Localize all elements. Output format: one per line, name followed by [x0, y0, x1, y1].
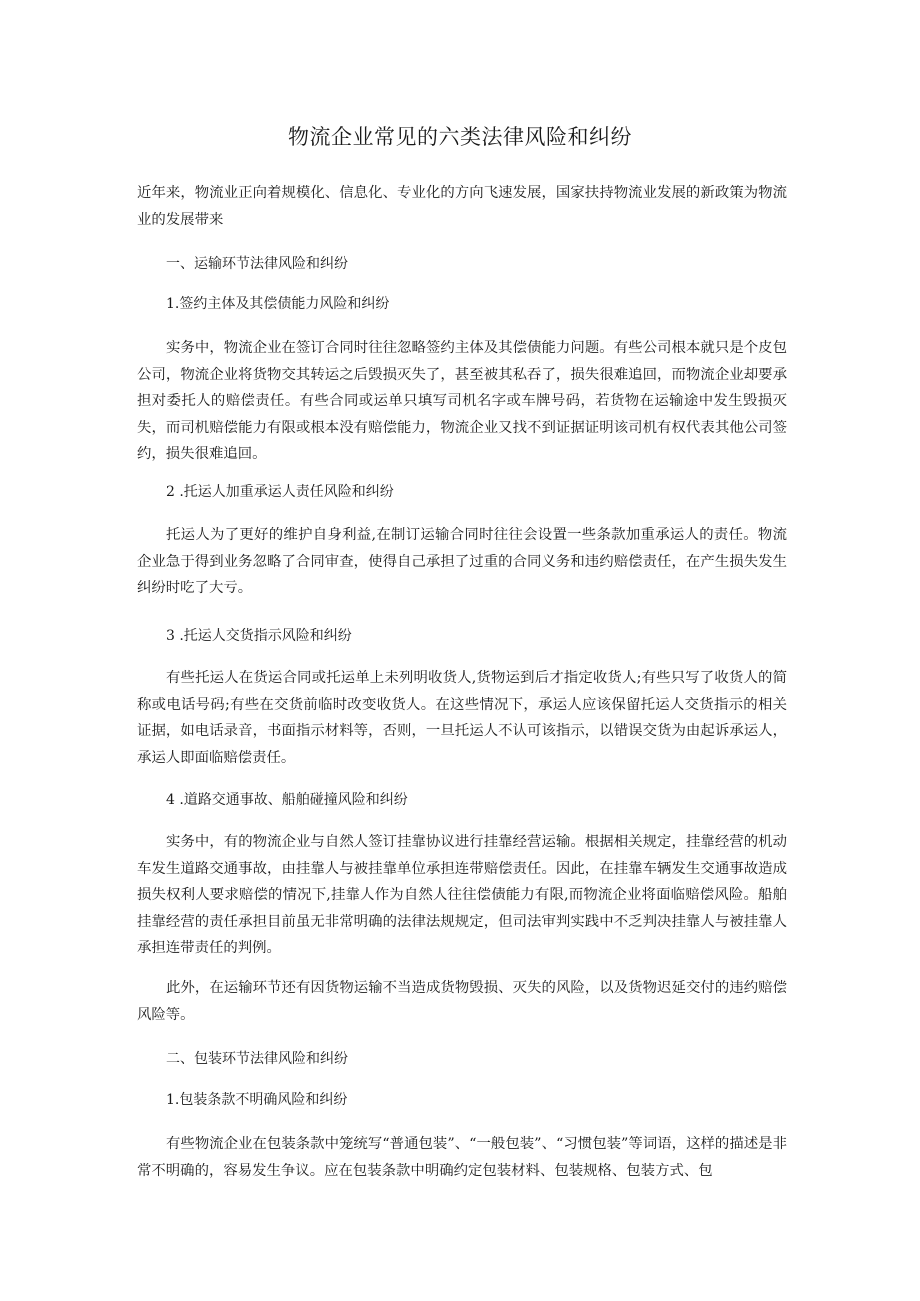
intro-paragraph: 近年来，物流业正向着规模化、信息化、专业化的方向飞速发展，国家扶持物流业发展的新政策为物流业的发展带来 — [137, 185, 787, 228]
page-title: 物流企业常见的六类法律风险和纠纷 — [288, 125, 632, 149]
paragraph-signing-party: 实务中，物流企业在签订合同时往往忽略签约主体及其偿债能力问题。有些公司根本就只是个皮包公司，物流企业将货物交其转运之后毁损灭失了，甚至被其私吞了，损失很难追回，而物流企业却要承担对委托人的赔偿责任。有些合同或运单只填写司机名字或车牌号码，若货物在运输途中发生毁损灭失，而司机赔偿能力有限或根本没有赔偿能力，物流企业又找不到证据证明该司机有权代表其他公司签约，损失很难追回。 — [137, 340, 787, 462]
subsection-heading-signing-party: 1.签约主体及其偿债能力风险和纠纷 — [166, 296, 390, 312]
section-heading-packaging: 二、包装环节法律风险和纠纷 — [166, 1051, 348, 1067]
subsection-heading-packaging-terms: 1.包装条款不明确风险和纠纷 — [166, 1092, 348, 1108]
paragraph-packaging-terms: 有些物流企业在包装条款中笼统写“普通包装”、“一般包装”、“习惯包装”等词语，这样的描述是非常不明确的，容易发生争议。应在包装条款中明确约定包装材料、包装规格、包装方式、包 — [137, 1136, 787, 1179]
subsection-heading-shipper-liability: 2 .托运人加重承运人责任风险和纠纷 — [166, 484, 394, 500]
paragraph-transport-closing: 此外，在运输环节还有因货物运输不当造成货物毁损、灭失的风险，以及货物迟延交付的违约赔偿风险等。 — [137, 980, 787, 1023]
subsection-heading-delivery-instructions: 3 .托运人交货指示风险和纠纷 — [166, 628, 352, 644]
paragraph-shipper-liability: 托运人为了更好的维护自身利益,在制订运输合同时往往会设置一些条款加重承运人的责任。物流企业急于得到业务忽略了合同审查，使得自己承担了过重的合同义务和违约赔偿责任，在产生损失发生纠纷时吃了大亏。 — [137, 527, 787, 596]
section-heading-transport: 一、运输环节法律风险和纠纷 — [166, 256, 348, 272]
subsection-heading-traffic-accidents: 4 .道路交通事故、船舶碰撞风险和纠纷 — [166, 792, 408, 808]
paragraph-delivery-instructions: 有些托运人在货运合同或托运单上未列明收货人,货物运到后才指定收货人;有些只写了收货人的简称或电话号码;有些在交货前临时改变收货人。在这些情况下，承运人应该保留托运人交货指示的相关证据，如电话录音，书面指示材料等，否则，一旦托运人不认可该指示，以错误交货为由起诉承运人，承运人即面临赔偿责任。 — [137, 670, 787, 766]
paragraph-traffic-accidents: 实务中，有的物流企业与自然人签订挂靠协议进行挂靠经营运输。根据相关规定，挂靠经营的机动车发生道路交通事故，由挂靠人与被挂靠单位承担连带赔偿责任。因此，在挂靠车辆发生交通事故造成损失权利人要求赔偿的情况下,挂靠人作为自然人往往偿债能力有限,而物流企业将面临赔偿风险。船舶挂靠经营的责任承担目前虽无非常明确的法律法规规定，但司法审判实践中不乏判决挂靠人与被挂靠人承担连带责任的判例。 — [137, 834, 787, 956]
